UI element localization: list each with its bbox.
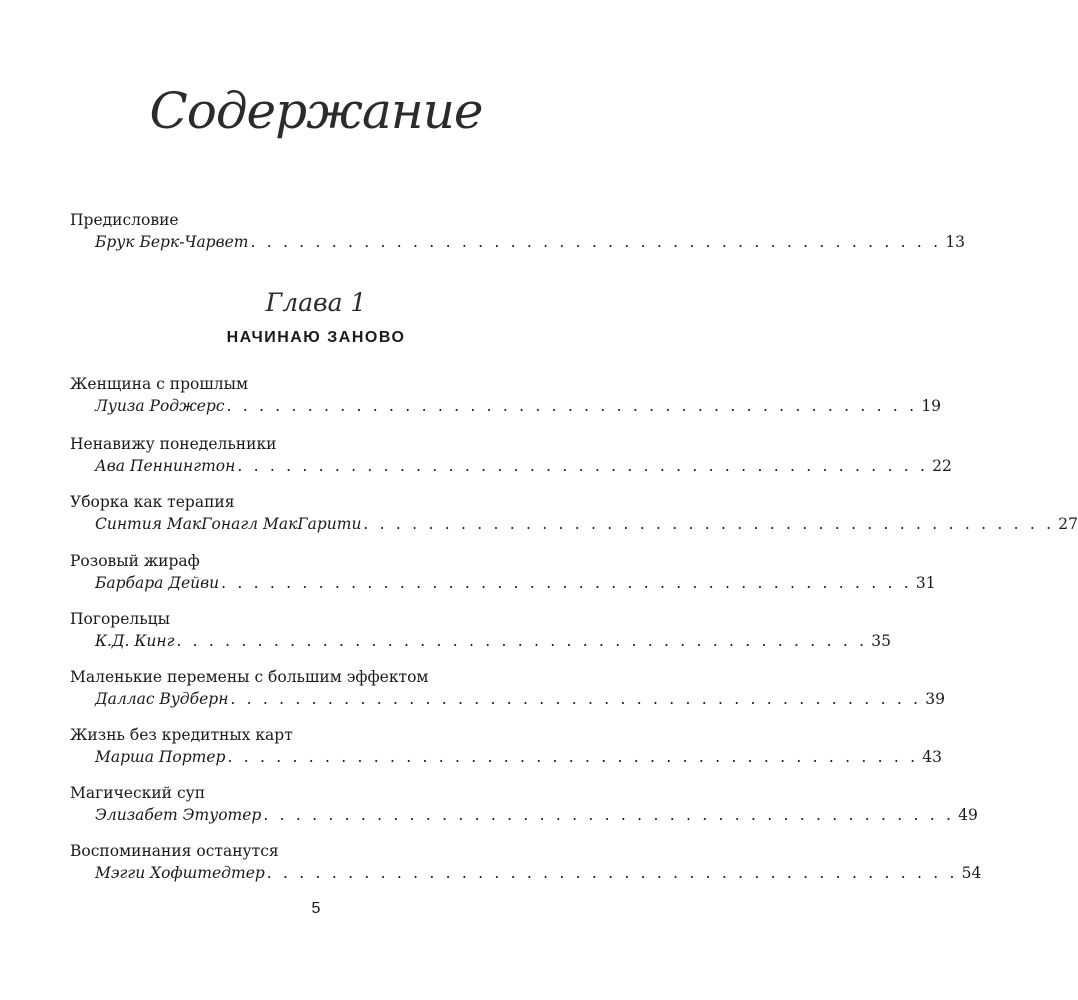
entry-page: 31 [915, 574, 936, 592]
toc-entry[interactable] [70, 666, 945, 710]
toc-entry[interactable] [70, 373, 942, 417]
entry-title: Розовый жираф [70, 552, 200, 570]
leader-dots: . . . . . . . . . . . . . . . . . . . . . . . . . . . . . . . . . . . . . . . . . . . [230, 690, 922, 708]
leader-dots: . . . . . . . . . . . . . . . . . . . . . . . . . . . . . . . . . . . . . . . . . . . [263, 806, 955, 824]
toc-entry[interactable] [70, 433, 952, 477]
toc-entry[interactable] [70, 724, 942, 768]
entry-title: Предисловие [70, 211, 179, 229]
entry-page: 54 [961, 864, 982, 882]
entry-title: Воспоминания останутся [70, 842, 279, 860]
entry-author: Элизабет Этуотер [95, 806, 262, 824]
toc-entry[interactable] [70, 491, 1078, 535]
entry-title: Ненавижу понедельники [70, 435, 277, 453]
leader-dots: . . . . . . . . . . . . . . . . . . . . . . . . . . . . . . . . . . . . . . . . . . . [226, 397, 918, 415]
leader-dots: . . . . . . . . . . . . . . . . . . . . . . . . . . . . . . . . . . . . . . . . . . . [176, 632, 868, 650]
leader-dots: . . . . . . . . . . . . . . . . . . . . . . . . . . . . . . . . . . . . . . . . . . . [221, 574, 912, 592]
entry-author: Синтия МакГонагл МакГарити [95, 515, 362, 533]
contents-heading: Содержание [149, 82, 483, 140]
chapter-subtitle: НАЧИНАЮ ЗАНОВО [226, 329, 406, 346]
entry-page: 19 [921, 397, 942, 415]
toc-entry[interactable] [70, 550, 936, 594]
toc-entry[interactable] [70, 840, 982, 884]
entry-page: 43 [922, 748, 942, 766]
toc-entry-preface[interactable] [70, 209, 966, 253]
toc-entry[interactable] [70, 782, 978, 826]
entry-author: Луиза Роджерс [95, 397, 225, 415]
entry-title: Уборка как терапия [70, 493, 235, 511]
leader-dots: . . . . . . . . . . . . . . . . . . . . . . . . . . . . . . . . . . . . . . . . . . . [250, 233, 942, 251]
entry-author: Марша Портер [95, 748, 226, 766]
leader-dots: . . . . . . . . . . . . . . . . . . . . . . . . . . . . . . . . . . . . . . . . . . . [266, 864, 958, 882]
entry-page: 39 [925, 690, 945, 708]
entry-title: Погорельцы [70, 610, 170, 628]
entry-page: 35 [871, 632, 891, 650]
entry-title: Магический суп [70, 784, 206, 802]
leader-dots: . . . . . . . . . . . . . . . . . . . . . . . . . . . . . . . . . . . . . . . . . . . [227, 748, 919, 766]
entry-title: Жизнь без кредитных карт [70, 726, 293, 744]
entry-title: Женщина с прошлым [70, 375, 249, 393]
entry-author: К.Д. Кинг [95, 632, 175, 650]
entry-page: 49 [958, 806, 978, 824]
entry-author: Барбара Дейви [95, 574, 220, 592]
entry-author: Ава Пеннингтон [95, 457, 236, 475]
leader-dots: . . . . . . . . . . . . . . . . . . . . . . . . . . . . . . . . . . . . . . . . . . . [237, 457, 929, 475]
entry-author: Мэгги Хофштедтер [95, 864, 265, 882]
entry-page: 13 [945, 233, 966, 251]
chapter-label: Глава 1 [265, 288, 367, 317]
entry-page: 27 [1058, 515, 1078, 533]
toc-entry[interactable] [70, 608, 891, 652]
leader-dots: . . . . . . . . . . . . . . . . . . . . . . . . . . . . . . . . . . . . . . . . . . . [363, 515, 1055, 533]
entry-title: Маленькие перемены с большим эффектом [70, 668, 429, 686]
entry-author: Брук Берк-Чарвет [95, 233, 249, 251]
entry-author: Даллас Вудберн [95, 690, 229, 708]
page-number: 5 [311, 900, 321, 917]
entry-page: 22 [932, 457, 952, 475]
